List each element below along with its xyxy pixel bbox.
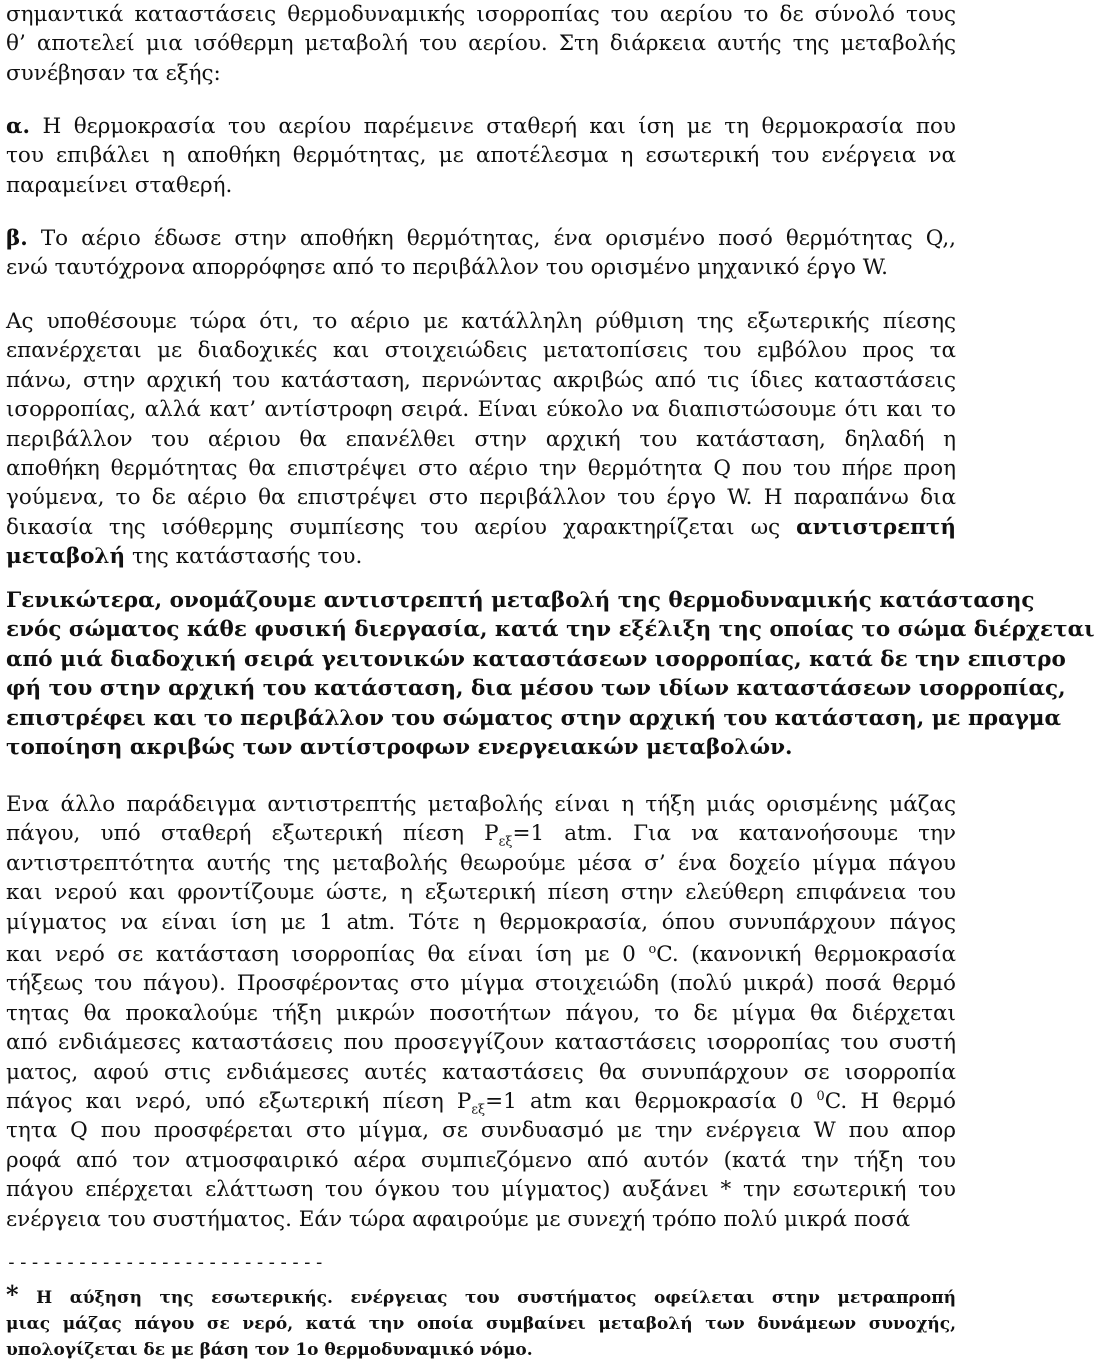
text-line: ενός σώματος κάθε φυσική διεργασία, κατά την εξέλιξη της οποίας το σώμα διέρχεται xyxy=(6,617,1095,643)
text-line: C. (κανονική θερμοκρασία xyxy=(656,942,956,968)
list-marker: α. xyxy=(6,114,31,139)
subscript: εξ xyxy=(498,834,513,850)
text-line: από ενδιάμεσες καταστάσεις που προσεγγίζουν καταστάσεις ισορροπίας του συστή xyxy=(6,1030,956,1056)
intro-paragraph xyxy=(6,0,956,88)
emphasis-term: αντιστρεπτή xyxy=(796,514,956,540)
text-line: της κατάστασής του. xyxy=(125,544,363,570)
footnote xyxy=(6,1282,956,1363)
text-line: επιστρέφει και το περιβάλλον του σώματος στην αρχική του κατάσταση, με πραγμα xyxy=(6,705,1062,731)
text-line: πάγου επέρχεται ελάττωση του όγκου του μίγματος) αυξάνει * την εσωτερική του xyxy=(6,1177,956,1203)
text-line: πάνω, στην αρχική του κατάσταση, περνώντας ακριβώς από τις ίδιες καταστάσεις xyxy=(6,367,956,393)
text-line: C. Η θερμό xyxy=(824,1089,956,1115)
text-line: =1 atm και θερμοκρασία 0 xyxy=(485,1089,817,1115)
list-marker: β. xyxy=(6,226,28,251)
text-line: Η αύξηση της εσωτερικής. ενέργειας του συστήματος οφείλεται στην μετραπροπή xyxy=(18,1288,956,1308)
text-line: αποθήκη θερμότητας θα επιστρέψει στο αέριο την θερμότητα Q που του πήρε προη xyxy=(6,456,956,482)
text-line: Το αέριο έδωσε στην αποθήκη θερμότητας, ένα ορισμένο ποσό θερμότητας Q,, xyxy=(27,226,956,251)
text-line: ισορροπίας, αλλά κατ’ αντίστροφη σειρά. Είναι εύκολο να διαπιστώσουμε ότι και το xyxy=(6,397,956,423)
text-line: ενέργεια του συστήματος. Εάν τώρα αφαιρούμε με συνεχή τρόπο πολύ μικρά ποσά xyxy=(6,1206,911,1232)
text-line: επανέρχεται με διαδοχικές και στοιχειώδεις μετατοπίσεις του εμβόλου προς τα xyxy=(6,338,956,364)
text-line: ροφά από τον ατμοσφαιρικό αέρα συμπιεζόμενο από αυτόν (κατά την τήξη του xyxy=(6,1147,956,1173)
text-line: Ενα άλλο παράδειγμα αντιστρεπτής μεταβολής είναι η τήξη μιάς ορισμένης μάζας xyxy=(6,792,956,817)
text-line: τητας θα προκαλούμε τήξη μικρών ποσοτήτων πάγου, το δε μίγμα θα διέρχεται xyxy=(6,1000,956,1026)
text-line: =1 atm. Για να κατανοήσουμε την xyxy=(512,821,956,847)
text-line: τοποίηση ακριβώς των αντίστροφων ενεργειακών μεταβολών. xyxy=(6,735,793,761)
text-line: τητα Q που προσφέρεται στο μίγμα, σε συνδυασμό με την ενέργεια W που απορ xyxy=(6,1118,956,1144)
text-line: του επιβάλει η αποθήκη θερμότητας, με αποτέλεσμα η εσωτερική του ενέργεια να xyxy=(6,143,956,169)
example-paragraph xyxy=(6,790,956,1234)
text-line: γούμενα, το δε αέριο θα επιστρέψει στο περιβάλλον του έργο W. Η παραπάνω δια xyxy=(6,485,956,511)
text-line: φή του στην αρχική του κατάσταση, δια μέσου των ιδίων καταστάσεων ισορροπίας, xyxy=(6,676,1066,702)
text-line: περιβάλλον του αέριου θα επανέλθει στην αρχική του κατάσταση, δηλαδή η xyxy=(6,426,956,452)
footnote-separator: --------------------------- xyxy=(6,1252,326,1273)
text-line: συνέβησαν τα εξής: xyxy=(6,60,221,86)
text-line: πάγου, υπό σταθερή εξωτερική πίεση P xyxy=(6,821,499,847)
list-item-alpha xyxy=(6,112,956,200)
text-line: υπολογίζεται δε με βάση τον 1ο θερμοδυναμικό νόμο. xyxy=(6,1340,533,1360)
text-line: Ας υποθέσουμε τώρα ότι, το αέριο με κατάλληλη ρύθμιση της εξωτερικής πίεσης xyxy=(6,309,956,334)
subscript: εξ xyxy=(471,1102,486,1118)
text-line: Γενικώτερα, ονομάζουμε αντιστρεπτή μεταβολή της θερμοδυναμικής κατάστασης xyxy=(6,588,1035,613)
text-line: δικασία της ισόθερμης συμπίεσης του αερίου χαρακτηρίζεται ως xyxy=(6,514,797,540)
text-line: τήξεως του πάγου). Προσφέροντας στο μίγμα στοιχειώδη (πολύ μικρά) ποσά θερμό xyxy=(6,971,956,997)
superscript: 0 xyxy=(816,1088,825,1104)
text-line: Η θερμοκρασία του αερίου παρέμεινε σταθερή και ίση με τη θερμοκρασία που xyxy=(30,114,956,139)
text-line: αντιστρεπτότητα αυτής της μεταβολής θεωρούμε μέσα σ’ ένα δοχείο μίγμα πάγου xyxy=(6,850,956,876)
superscript: o xyxy=(648,941,657,957)
text-line: σημαντικά καταστάσεις θερμοδυναμικής ισορροπίας του αερίου το δε σύνολό τους xyxy=(6,2,956,27)
text-line: παραμείνει σταθερή. xyxy=(6,172,233,198)
reversibility-paragraph xyxy=(6,307,956,572)
text-line: και νερού και φροντίζουμε ώστε, η εξωτερική πίεση στην ελεύθερη επιφάνεια του xyxy=(6,880,956,906)
text-line: μιας μάζας πάγου σε νερό, κατά την οποία συμβαίνει μεταβολή των δυνάμεων συνοχής, xyxy=(6,1314,956,1334)
text-line: πάγος και νερό, υπό εξωτερική πίεση P xyxy=(6,1089,472,1115)
footnote-marker: * xyxy=(6,1280,19,1309)
definition-paragraph xyxy=(6,586,1095,762)
text-line: ματος, αφού στις ενδιάμεσες αυτές καταστάσεις θα συνυπάρχουν σε ισορροπία xyxy=(6,1059,956,1085)
text-line: θ’ αποτελεί μια ισόθερμη μεταβολή του αερίου. Στη διάρκεια αυτής της μεταβολής xyxy=(6,31,956,57)
emphasis-term: μεταβολή xyxy=(6,544,126,570)
list-item-beta xyxy=(6,224,956,283)
text-line: μίγματος να είναι ίση με 1 atm. Τότε η θερμοκρασία, όπου συνυπάρχουν πάγος xyxy=(6,909,956,935)
text-line: ενώ ταυτόχρονα απορρόφησε από το περιβάλλον του ορισμένο μηχανικό έργο W. xyxy=(6,255,888,281)
text-line: από μιά διαδοχική σειρά γειτονικών καταστάσεων ισορροπίας, κατά δε την επιστρο xyxy=(6,646,1066,672)
text-line: και νερό σε κατάσταση ισορροπίας θα είναι ίση με 0 xyxy=(6,942,649,968)
